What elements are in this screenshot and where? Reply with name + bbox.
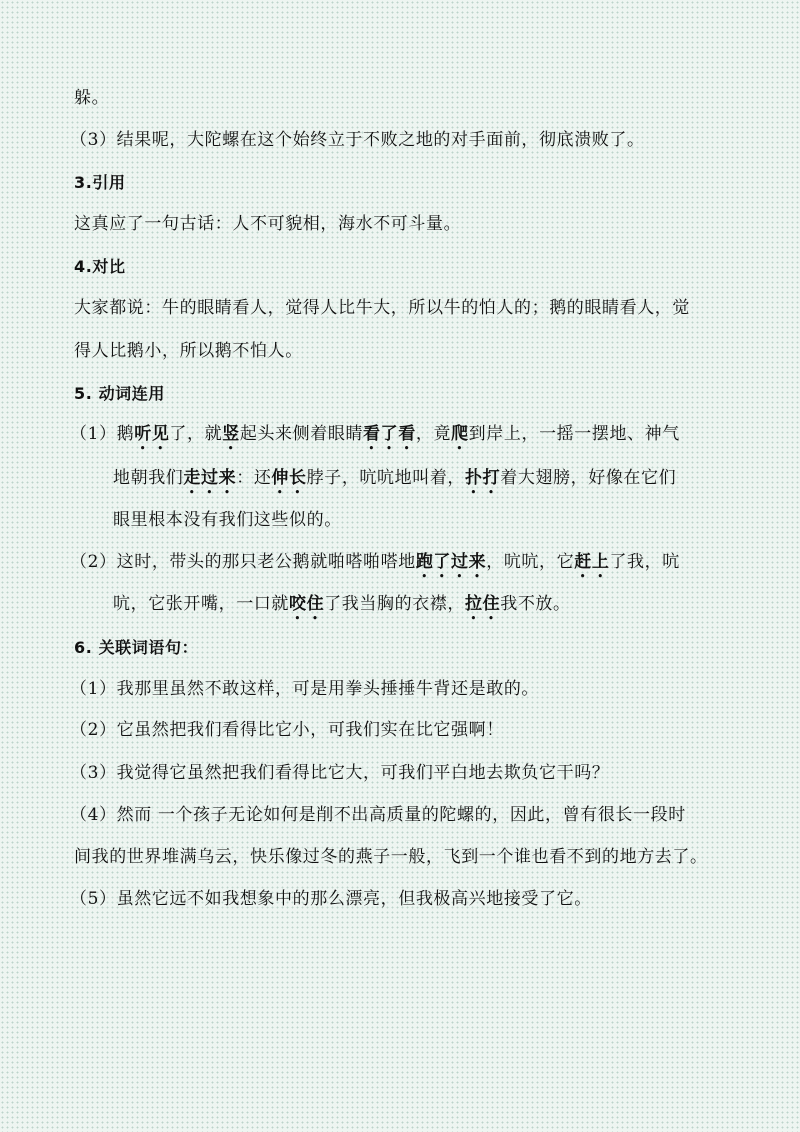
verb-item-2-line-2 [113,592,571,624]
verb-item-1-line-3: 眼里根本没有我们这些似的。 [113,510,342,530]
text-run: 到岸上，一摇一摆地、神气 [468,424,680,444]
text-run: 起头来侧着眼睛 [239,424,364,444]
highlighted-verb: 赶上 [574,552,610,572]
text-run: 着大翅膀，好像在它们 [500,468,677,488]
highlighted-verb: 竖 [222,424,240,444]
verb-item-1-line-1 [70,422,680,454]
contrast-paragraph-line-1: 大家都说：牛的眼睛看人，觉得人比牛大，所以牛的怕人的；鹅的眼睛看人，觉 [74,298,690,318]
verb-item-2-line-1 [70,550,680,582]
text-run: （1）鹅 [70,424,135,444]
highlighted-verb: 爬 [451,424,469,444]
section-heading-contrast: 4.对比 [74,257,126,276]
text-run: 了，就 [169,424,223,444]
highlighted-verb: 走过来 [183,468,237,488]
continuation-line: 躲。 [74,88,110,108]
conjunction-item-4-line-2: 间我的世界堆满乌云，快乐像过冬的燕子一般，飞到一个谁也看不到的地方去了。 [74,847,708,867]
text-run: ，竟 [415,424,452,444]
text-run: ，吭吭，它 [486,552,575,572]
item-3-result: （3）结果呢，大陀螺在这个始终立于不败之地的对手面前，彻底溃败了。 [70,130,645,150]
section-heading-verbs: 5. 动词连用 [74,384,165,403]
conjunction-item-3: （3）我觉得它虽然把我们看得比它大，可我们平白地去欺负它干吗？ [70,763,610,783]
highlighted-verb: 看了看 [363,424,416,444]
contrast-paragraph-line-2: 得人比鹅小，所以鹅不怕人。 [74,341,303,361]
highlighted-verb: 拉住 [465,594,501,614]
text-run: 了我，吭 [609,552,680,572]
conjunction-item-4-line-1: （4）然而 一个孩子无论如何是削不出高质量的陀螺的，因此，曾有很长一段时 [70,805,686,825]
text-run: 吭，它张开嘴，一口就 [113,594,289,614]
text-run: 脖子，吭吭地叫着， [306,468,466,488]
highlighted-verb: 咬住 [289,594,325,614]
conjunction-item-5: （5）虽然它远不如我想象中的那么漂亮，但我极高兴地接受了它。 [70,889,592,909]
text-run: 了我当胸的衣襟， [324,594,466,614]
text-run: ：还 [236,468,272,488]
text-run: 地朝我们 [113,468,184,488]
conjunction-item-2: （2）它虽然把我们看得比它小，可我们实在比它强啊！ [70,720,504,740]
section-heading-quote: 3.引用 [74,173,126,192]
verb-item-1-line-2 [113,466,676,498]
highlighted-verb: 伸长 [271,468,307,488]
text-run: 我不放。 [500,594,571,614]
text-run: （2）这时，带头的那只老公鹅就啪嗒啪嗒地 [70,552,416,572]
conjunction-item-1: （1）我那里虽然不敢这样，可是用拳头捶捶牛背还是敢的。 [70,679,540,699]
highlighted-verb: 听见 [134,424,170,444]
highlighted-verb: 跑了过来 [415,552,487,572]
highlighted-verb: 扑打 [465,468,501,488]
quote-paragraph: 这真应了一句古话：人不可貌相，海水不可斗量。 [74,214,462,234]
section-heading-conjunctions: 6. 关联词语句： [74,638,199,657]
